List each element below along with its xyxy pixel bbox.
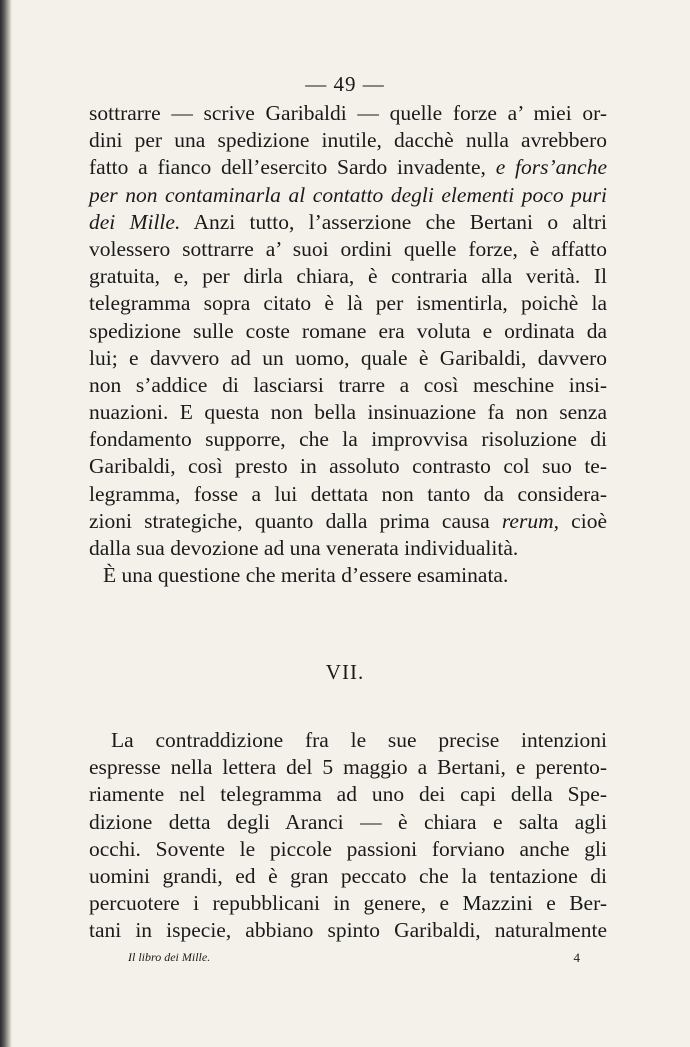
italic-run: rerum, — [501, 508, 559, 533]
text-line: non s’addice di lasciarsi trarre a così meschine insi- — [89, 372, 607, 397]
text-line: Garibaldi, così presto in assoluto contrasto col suo te- — [89, 454, 607, 479]
text-block-lower — [89, 727, 607, 945]
text-run: fatto a fianco dell’esercito Sardo invadente, — [89, 155, 496, 180]
text-line: dalla sua devozione ad una venerata individualità. — [89, 536, 519, 560]
italic-run: dei Mille. — [89, 209, 181, 234]
text-line: lui; e davvero ad un uomo, quale è Garibaldi, davvero — [89, 345, 607, 370]
text-run: Anzi tutto, l’asserzione che Bertani o altri — [180, 209, 607, 234]
text-line: fondamento supporre, che la improvvisa risoluzione di — [89, 427, 607, 452]
text-line: spedizione sulle coste romane era voluta e ordinata da — [89, 318, 607, 343]
text-line: volessero sottrarre a’ suoi ordini quelle forze, è affatto — [89, 236, 607, 261]
text-line: espresse nella lettera del 5 maggio a Bertani, e perento- — [89, 755, 607, 780]
text-line — [89, 209, 607, 236]
book-title: Il libro dei Mille. — [128, 950, 211, 964]
text-line: La contraddizione fra le sue precise intenzioni — [111, 728, 607, 752]
text-line: dini per una spedizione inutile, dacchè nulla avrebbero — [89, 128, 607, 153]
text-line: sottrarre — scrive Garibaldi — quelle forze a’ miei or- — [89, 101, 607, 125]
text-line: percuotere i repubblicani in genere, e Mazzini e Ber- — [89, 891, 607, 916]
page-binding-edge — [0, 0, 12, 1047]
text-line: legramma, fosse a lui dettata non tanto da considera- — [89, 481, 607, 506]
text-line: tani in ispecie, abbiano spinto Garibaldi, naturalmente — [89, 918, 607, 943]
text-run: zioni strategiche, quanto dalla prima causa — [89, 508, 502, 533]
signature-mark: 4 — [573, 950, 580, 965]
paragraph-line: È una questione che merita d’essere esaminata. — [103, 563, 509, 588]
text-line — [89, 154, 607, 181]
page-footer — [128, 950, 580, 970]
italic-run: e fors’anche — [495, 155, 607, 180]
text-line: nuazioni. E questa non bella insinuazione fa non senza — [89, 400, 607, 425]
text-line: uomini grandi, ed è gran peccato che la tentazione di — [89, 863, 607, 888]
text-line: telegramma sopra citato è là per ismentirla, poichè la — [89, 291, 607, 316]
text-line: occhi. Sovente le piccole passioni forviano anche gli — [89, 836, 607, 861]
page-number: — 49 — — [305, 72, 385, 96]
text-run: cioè — [558, 508, 607, 533]
text-line: riamente nel telegramma ad uno dei capi della Spe- — [89, 782, 607, 807]
section-heading: VII. — [325, 660, 365, 684]
text-line — [89, 508, 607, 535]
text-line-italic: per non contaminarla al contatto degli elementi poco puri — [89, 182, 607, 207]
text-line: dizione detta degli Aranci — è chiara e salta agli — [89, 809, 607, 834]
text-block-upper — [89, 100, 607, 589]
text-line: gratuita, e, per dirla chiara, è contraria alla verità. Il — [89, 264, 607, 289]
